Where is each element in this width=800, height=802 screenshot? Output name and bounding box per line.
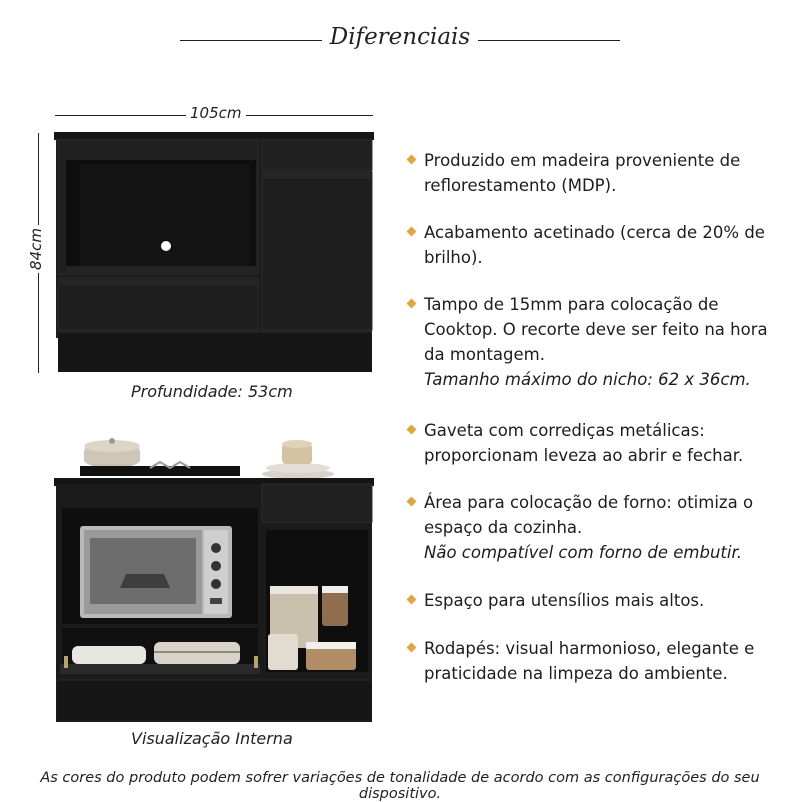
feature-line: Área para colocação de forno: otimiza o (424, 493, 754, 512)
page-title: Diferenciais (324, 24, 476, 50)
width-dimension-label: 105cm (186, 104, 246, 122)
feature-line: Espaço para utensílios mais altos. (424, 591, 705, 610)
color-disclaimer: As cores do produto podem sofrer variações de tonalidade de acordo com as configurações do seu dispositivo. (40, 770, 760, 802)
list-item (408, 292, 793, 392)
diamond-bullet-icon (407, 643, 417, 653)
height-dimension-label: 84cm (27, 225, 45, 273)
list-item (408, 636, 793, 686)
diamond-bullet-icon (407, 155, 417, 165)
feature-line: praticidade na limpeza do ambiente. (424, 664, 728, 683)
feature-line: Cooktop. O recorte deve ser feito na hora (424, 320, 768, 339)
diamond-bullet-icon (407, 299, 417, 309)
diamond-bullet-icon (407, 595, 417, 605)
diamond-bullet-icon (407, 227, 417, 237)
section-header (0, 22, 800, 58)
depth-caption: Profundidade: 53cm (131, 382, 293, 401)
feature-line: da montagem. (424, 345, 545, 364)
cabinet-front-illustration (50, 128, 380, 378)
internal-view-caption: Visualização Interna (131, 729, 293, 748)
list-item (408, 148, 793, 198)
feature-note: Não compatível com forno de embutir. (424, 543, 742, 562)
feature-line: Acabamento acetinado (cerca de 20% de (424, 223, 765, 242)
feature-line: reflorestamento (MDP). (424, 176, 617, 195)
feature-line: proporcionam leveza ao abrir e fechar. (424, 446, 744, 465)
list-item (408, 418, 793, 468)
cabinet-internal-illustration (50, 438, 380, 728)
feature-line: Gaveta com corrediças metálicas: (424, 421, 705, 440)
feature-line: Produzido em madeira proveniente de (424, 151, 741, 170)
diamond-bullet-icon (407, 497, 417, 507)
list-item (408, 490, 793, 565)
feature-line: Rodapés: visual harmonioso, elegante e (424, 639, 755, 658)
feature-line: brilho). (424, 248, 483, 267)
feature-line: Tampo de 15mm para colocação de (424, 295, 719, 314)
list-item (408, 588, 793, 613)
feature-note: Tamanho máximo do nicho: 62 x 36cm. (424, 370, 751, 389)
feature-line: espaço da cozinha. (424, 518, 583, 537)
list-item (408, 220, 793, 270)
diamond-bullet-icon (407, 425, 417, 435)
